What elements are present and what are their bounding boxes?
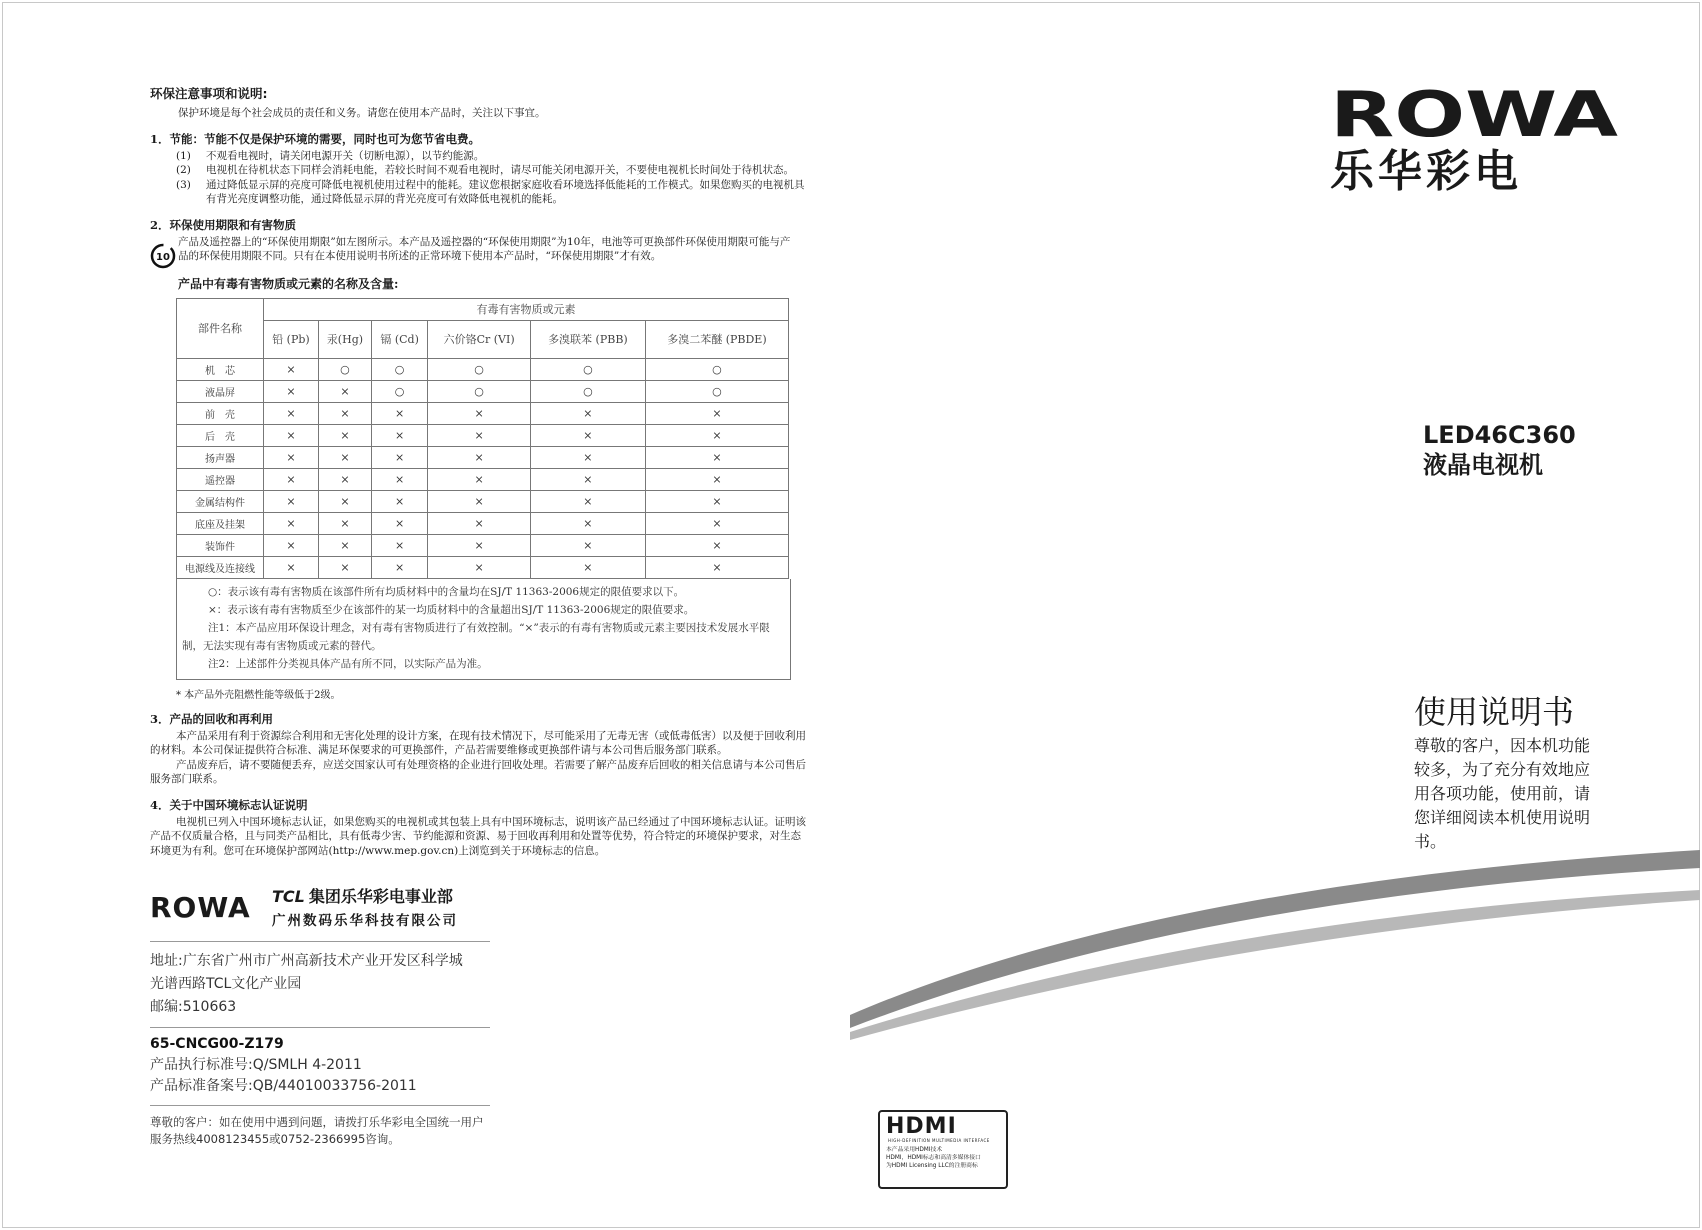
table-cell: × (318, 424, 371, 446)
table-title: 产品中有毒有害物质或元素的名称及含量: (178, 276, 399, 291)
table-cell: × (645, 446, 788, 468)
table-cell: × (371, 402, 427, 424)
table-cell: × (318, 402, 371, 424)
table-cell: × (264, 358, 319, 380)
table-cell: × (371, 468, 427, 490)
contact-info (150, 941, 490, 1148)
section-1-list (150, 149, 810, 207)
table-cell: × (530, 424, 645, 446)
tcl-logo: TCL (272, 887, 305, 906)
column-header: 多溴联苯 (PBB) (530, 320, 645, 358)
env-heading: 环保注意事项和说明: (150, 86, 268, 101)
component-name: 金属结构件 (177, 490, 264, 512)
table-cell: × (371, 446, 427, 468)
component-name: 电源线及连接线 (177, 556, 264, 578)
col-component: 部件名称 (177, 298, 264, 358)
table-cell: ○ (645, 358, 788, 380)
table-cell: × (264, 424, 319, 446)
address-block (150, 941, 490, 1019)
table-row (177, 402, 789, 424)
hazard-table (176, 298, 789, 579)
table-cell: × (371, 424, 427, 446)
flame-note: * 本产品外壳阻燃性能等级低于2级。 (176, 689, 341, 701)
part-number: 65-CNCG00-Z179 (150, 1036, 284, 1052)
table-cell: ○ (530, 380, 645, 402)
table-cell: × (428, 446, 531, 468)
table-row (177, 446, 789, 468)
table-cell: × (645, 556, 788, 578)
table-cell: × (645, 468, 788, 490)
table-body (177, 358, 789, 578)
table-cell: × (371, 534, 427, 556)
section-1-item: (3) 通过降低显示屏的亮度可降低电视机使用过程中的能耗。建议您根据家庭收看环境选择低能耗的工作模式。如果您购买的电视机具有背光亮度调整功能，通过降低显示屏的背光亮度可有效降低电视机的能耗。 (176, 178, 805, 205)
manual-intro: 尊敬的客户，因本机功能较多，为了充分有效地应用各项功能，使用前，请您详细阅读本机使用说明书。 (1414, 736, 1591, 851)
table-cell: × (645, 490, 788, 512)
table-cell: × (371, 556, 427, 578)
svg-text:ROWA: ROWA (150, 892, 251, 921)
table-cell: × (530, 512, 645, 534)
svg-text:ROWA: ROWA (1330, 86, 1619, 142)
table-cell: × (428, 556, 531, 578)
back-page (150, 84, 810, 1148)
section-1-item: (2) 电视机在待机状态下同样会消耗电能，若较长时间不观看电视时，请尽可能关闭电源开关，不要使电视机长时间处于待机状态。 (176, 164, 794, 176)
postcode: 邮编:510663 (150, 999, 237, 1015)
column-header: 六价铬Cr (VI) (428, 320, 531, 358)
component-name: 机 芯 (177, 358, 264, 380)
model-number: LED46C360 (1423, 421, 1576, 449)
record-number: 产品标准备案号:QB/44010033756-2011 (150, 1078, 417, 1094)
section-3-p2: 产品废弃后，请不要随便丢弃，应送交国家认可有处理资格的企业进行回收处理。若需要了解产品废弃后回收的相关信息请与本公司售后服务部门联系。 (150, 758, 806, 785)
column-header: 镉 (Cd) (371, 320, 427, 358)
component-name: 底座及挂架 (177, 512, 264, 534)
table-row (177, 490, 789, 512)
table-cell: × (645, 534, 788, 556)
table-cell: ○ (530, 358, 645, 380)
environment-period-value: 10 (156, 251, 170, 263)
table-cell: × (264, 380, 319, 402)
column-header: 多溴二苯醚 (PBDE) (645, 320, 788, 358)
table-row (177, 468, 789, 490)
product-type: 液晶电视机 (1423, 451, 1543, 479)
company-block (150, 884, 810, 929)
column-header: 汞(Hg) (318, 320, 371, 358)
table-cell: × (371, 512, 427, 534)
table-row (177, 424, 789, 446)
hdmi-tagline: HIGH-DEFINITION MULTIMEDIA INTERFACE (888, 1138, 990, 1143)
table-cell: × (645, 424, 788, 446)
table-cell: × (530, 402, 645, 424)
component-name: 液晶屏 (177, 380, 264, 402)
table-cell: × (645, 512, 788, 534)
section-1-title: 1．节能：节能不仅是保护环境的需要，同时也可为您节省电费。 (150, 131, 480, 146)
note-circle: ○：表示该有毒有害物质在该部件所有均质材料中的含量均在SJ/T 11363-2006规定的限值要求以下。 (208, 585, 685, 598)
table-cell: × (318, 512, 371, 534)
note-1: 注1：本产品应用环保设计理念，对有毒有害物质进行了有效控制。“×”表示的有毒有害物质或元素主要因技术发展水平限制，无法实现有毒有害物质或元素的替代。 (182, 621, 770, 652)
column-header-row (177, 320, 789, 358)
section-4-title: 4．关于中国环境标志认证说明 (150, 797, 308, 812)
hdmi-notice: 本产品采用HDMI技术 HDMI，HDMI标志和高清多媒体接口 为HDMI Licensing LLC的注册商标 (886, 1147, 981, 1169)
note-cross: ×：表示该有毒有害物质至少在该部件的某一均质材料中的含量超出SJ/T 11363-2006规定的限值要求。 (208, 603, 695, 616)
standard-number: 产品执行标准号:Q/SMLH 4-2011 (150, 1057, 362, 1073)
manual-block (1414, 692, 1602, 854)
component-name: 后 壳 (177, 424, 264, 446)
table-cell: × (264, 468, 319, 490)
table-cell: ○ (371, 380, 427, 402)
table-cell: × (318, 534, 371, 556)
component-name: 扬声器 (177, 446, 264, 468)
hdmi-badge (878, 1110, 1008, 1189)
table-row (177, 380, 789, 402)
section-2-text: 产品及遥控器上的“环保使用期限”如左图所示。本产品及遥控器的“环保使用期限”为10年，电池等可更换部件环保使用期限可能与产品的环保使用期限不同。只有在本使用说明书所述的正常环境下使用本产品时，“环保使用期限”才有效。 (178, 235, 791, 262)
note-2: 注2：上述部件分类视具体产品有所不同，以实际产品为准。 (208, 657, 488, 670)
table-cell: × (264, 556, 319, 578)
table-cell: × (428, 512, 531, 534)
cover-brand (1330, 86, 1620, 198)
env-intro: 保护环境是每个社会成员的责任和义务。请您在使用本产品时，关注以下事宜。 (178, 107, 546, 119)
table-cell: × (264, 402, 319, 424)
address-line-2: 光谱西路TCL文化产业园 (150, 976, 302, 992)
table-cell: × (318, 380, 371, 402)
section-2-title: 2．环保使用期限和有害物质 (150, 217, 297, 232)
table-cell: × (428, 402, 531, 424)
table-cell: × (428, 468, 531, 490)
table-cell: ○ (318, 358, 371, 380)
table-row (177, 534, 789, 556)
table-cell: × (264, 534, 319, 556)
table-cell: × (318, 490, 371, 512)
section-3-p1: 本产品采用有利于资源综合利用和无害化处理的设计方案，在现有技术情况下，尽可能采用了无毒无害（或低毒低害）以及便于回收利用的材料。本公司保证提供符合标准、满足环保要求的可更换部件，产品若需要维修或更换部件请与本公司售后服务部门联系。 (150, 729, 806, 756)
component-name: 前 壳 (177, 402, 264, 424)
table-cell: ○ (645, 380, 788, 402)
component-name: 遥控器 (177, 468, 264, 490)
table-cell: × (428, 490, 531, 512)
component-name: 装饰件 (177, 534, 264, 556)
table-cell: × (530, 446, 645, 468)
table-cell: × (530, 534, 645, 556)
brand-chinese: 乐华彩电 (1330, 146, 1522, 197)
section-4-p1: 电视机已列入中国环境标志认证，如果您购买的电视机或其包装上具有中国环境标志，说明该产品已经通过了中国环境标志认证。证明该产品不仅质量合格，且与同类产品相比，具有低毒少害、节约能源和资源、易于回收再利用和处置等优势，符合特定的环境保护要求，对生态环境更为有利。您可在环境保护部网站(http://www.mep.gov.cn)上浏览到关于环境标志的信息。 (150, 815, 806, 857)
model-block (1423, 420, 1576, 480)
table-row (177, 358, 789, 380)
rowa-logo-small (150, 893, 258, 921)
section-1-item: (1) 不观看电视时，请关闭电源开关（切断电源），以节约能源。 (176, 149, 485, 162)
hotline-text: 尊敬的客户：如在使用中遇到问题，请拨打乐华彩电全国统一用户服务热线4008123455或0752-2366995咨询。 (150, 1105, 490, 1148)
rowa-logo-large (1330, 86, 1620, 142)
decorative-swoosh (850, 840, 1702, 1040)
manual-title: 使用说明书 (1414, 693, 1575, 731)
table-cell: ○ (428, 358, 531, 380)
table-row (177, 512, 789, 534)
hdmi-logo: HDMI (886, 1114, 957, 1139)
table-row (177, 556, 789, 578)
table-cell: × (318, 446, 371, 468)
environment-period-icon (150, 243, 176, 269)
table-cell: × (645, 402, 788, 424)
table-cell: × (371, 490, 427, 512)
company-group: TCL 集团乐华彩电事业部 (272, 887, 453, 906)
table-cell: ○ (371, 358, 427, 380)
table-cell: × (264, 446, 319, 468)
table-cell: × (264, 490, 319, 512)
table-cell: × (318, 468, 371, 490)
table-cell: × (530, 556, 645, 578)
table-cell: × (530, 468, 645, 490)
table-notes (176, 579, 791, 680)
table-cell: × (264, 512, 319, 534)
table-cell: × (530, 490, 645, 512)
table-cell: ○ (428, 380, 531, 402)
col-group: 有毒有害物质或元素 (264, 298, 789, 320)
table-cell: × (318, 556, 371, 578)
section-2-body (150, 235, 810, 269)
table-cell: × (428, 424, 531, 446)
address-line-1: 地址:广东省广州市广州高新技术产业开发区科学城 (150, 953, 463, 969)
table-cell: × (428, 534, 531, 556)
section-3-title: 3．产品的回收和再利用 (150, 711, 274, 726)
column-header: 铅 (Pb) (264, 320, 319, 358)
code-block (150, 1027, 490, 1097)
company-subsidiary: 广州数码乐华科技有限公司 (272, 913, 458, 929)
